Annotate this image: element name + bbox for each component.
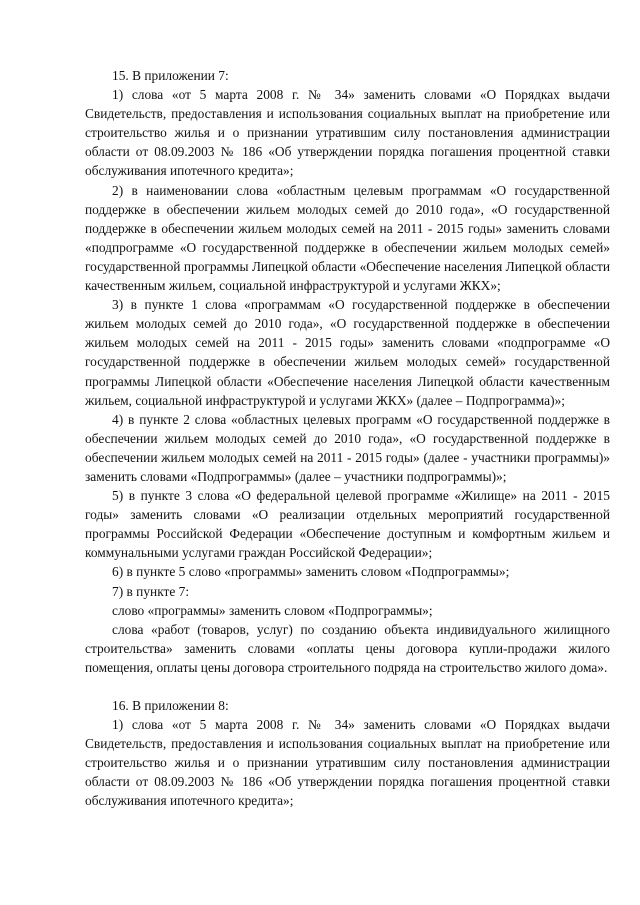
- section-15-item-4: 4) в пункте 2 слова «областных целевых программ «О государственной поддержке в обеспечении жильем молодых семей до 2010 года», «О государственной поддержке в обеспечении жильем молодых семей на 2011 - 2015 годы» (далее - участники программы)» заменить словами «Подпрограммы» (далее – участники подпрограммы)»;: [85, 411, 610, 484]
- section-15-item-5: 5) в пункте 3 слова «О федеральной целевой программе «Жилище» на 2011 - 2015 годы» заменить словами «О реализации отдельных мероприятий государственной программы Российской Федерации «Обеспечение доступным и комфортным жильем и коммунальными услугами граждан Российской Федерации»;: [85, 488, 610, 561]
- document-body: [85, 66, 610, 811]
- section-spacer: [85, 677, 610, 696]
- section-15-item-7-sub-1: слово «программы» заменить словом «Подпрограммы»;: [112, 602, 433, 618]
- section-15-item-1: 1) слова «от 5 марта 2008 г. № 34» заменить словами «О Порядках выдачи Свидетельств, предоставления и использования социальных выплат на приобретение или строительство жилья и о признании утратившим силу постановления администрации области от 08.09.2003 № 186 «Об утверждении порядка погашения процентной ставки обслуживания ипотечного кредита»;: [85, 87, 610, 179]
- section-15-item-3: 3) в пункте 1 слова «программам «О государственной поддержке в обеспечении жильем молодых семей до 2010 года», «О государственной поддержке в обеспечении жильем молодых семей на 2011 - 2015 годы» заменить словами «подпрограмме «О государственной поддержке в обеспечении жильем молодых семей» государственной программы Липецкой области «Обеспечение населения Липецкой области качественным жильем, социальной инфраструктурой и услугами ЖКХ» (далее – Подпрограмма)»;: [85, 297, 610, 408]
- section-16-heading: 16. В приложении 8:: [112, 698, 229, 713]
- section-15-item-2: 2) в наименовании слова «областным целевым программам «О государственной поддержке в обеспечении жильем молодых семей до 2010 года», «О государственной поддержке в обеспечении жильем молодых семей на 2011 - 2015 годы» заменить словами «подпрограмме «О государственной поддержке в обеспечении жильем молодых семей» государственной программы Липецкой области «Обеспечение населения Липецкой области качественным жильем, социальной инфраструктурой и услугами ЖКХ»;: [85, 182, 610, 294]
- section-16-item-1: 1) слова «от 5 марта 2008 г. № 34» заменить словами «О Порядках выдачи Свидетельств, предоставления и использования социальных выплат на приобретение или строительство жилья и о признании утратившим силу постановления администрации области от 08.09.2003 № 186 «Об утверждении порядка погашения процентной ставки обслуживания ипотечного кредита»;: [85, 717, 610, 809]
- section-15-item-7-sub-2: слова «работ (товаров, услуг) по созданию объекта индивидуального жилищного строительства» заменить словами «оплаты цены договора купли-продажи жилого помещения, оплаты цены договора строительного подряда на строительство жилого дома».: [85, 621, 610, 675]
- section-15-heading: 15. В приложении 7:: [112, 68, 229, 83]
- section-15-item-7: 7) в пункте 7:: [112, 583, 190, 599]
- section-15-item-6: 6) в пункте 5 слово «программы» заменить словом «Подпрограммы»;: [112, 564, 510, 580]
